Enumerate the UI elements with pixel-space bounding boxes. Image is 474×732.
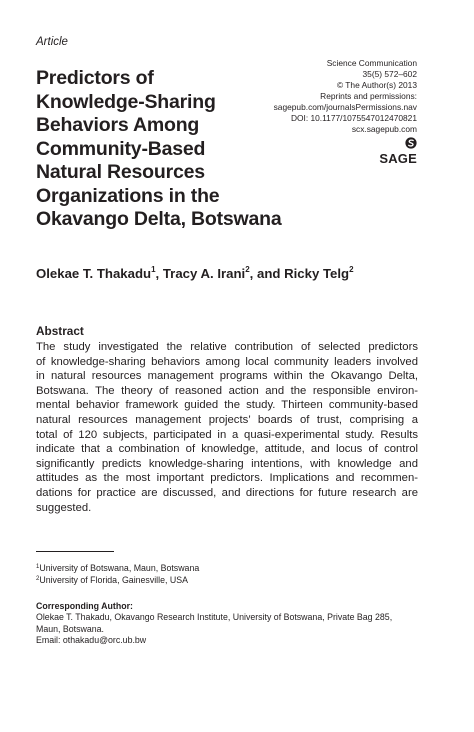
sage-logo-icon: [405, 137, 417, 149]
abstract-line: dations for practice are discussed, and directions for future research are: [36, 486, 418, 499]
corresponding-line: Maun, Botswana.: [36, 623, 104, 634]
affiliation-text: University of Botswana, Maun, Botswana: [39, 563, 200, 573]
abstract-text: [36, 340, 418, 515]
abstract-line: in natural resources management programs within the Okavango Delta,: [36, 370, 418, 383]
doi[interactable]: DOI: 10.1177/1075547012470821: [290, 113, 417, 123]
publisher-logo: [274, 137, 417, 166]
abstract-line: indicate that a combination of knowledge, attitude, and locus of control: [36, 443, 418, 456]
author-list: [36, 266, 354, 281]
author-separator: ,: [155, 266, 163, 281]
title-line: Behaviors Among: [36, 114, 200, 136]
abstract-line: of knowledge-sharing behaviors among local community leaders involved: [36, 355, 418, 368]
abstract-line: significantly predicts knowledge-sharing intentions, with knowledge and: [36, 457, 418, 470]
reprints-url[interactable]: sagepub.com/journalsPermissions.nav: [273, 102, 417, 112]
title-line: Natural Resources: [36, 161, 205, 183]
abstract-line: total of 120 subjects, participated in a quasi-experimental study. Results: [36, 428, 418, 441]
affiliation-marker: 2: [245, 265, 250, 274]
corresponding-author: [36, 601, 392, 646]
corresponding-line: Olekae T. Thakadu, Okavango Research Institute, University of Botswana, Private Bag 285,: [36, 612, 393, 623]
reprints-label: Reprints and permissions:: [320, 91, 417, 101]
abstract-line: suggested.: [36, 501, 92, 514]
title-line: Community-Based: [36, 137, 206, 160]
affiliation-number: 2: [36, 575, 40, 582]
affiliation-marker: 1: [151, 265, 156, 274]
abstract-line: attitudes as the most important predictors. Implications and recommen-: [36, 472, 418, 485]
affiliation-item: [36, 575, 199, 587]
corresponding-heading: Corresponding Author:: [36, 601, 133, 611]
author-separator: , and: [249, 266, 285, 281]
abstract-line: natural resources management projects’ boards of trust, comprising a: [36, 413, 418, 426]
author-name: Ricky Telg: [284, 266, 350, 281]
volume-pages: 35(5) 572–602: [362, 69, 417, 79]
corresponding-email[interactable]: Email: othakadu@orc.ub.bw: [36, 634, 147, 645]
title-line: Organizations in the: [36, 184, 220, 207]
affiliation-marker: 2: [349, 265, 354, 274]
copyright-notice: © The Author(s) 2013: [336, 80, 417, 90]
affiliation-number: 1: [36, 564, 40, 570]
publisher-name: SAGE: [379, 151, 417, 166]
article-type-label: Article: [36, 36, 68, 48]
journal-name: Science Communication: [326, 58, 417, 68]
abstract-heading: Abstract: [36, 324, 84, 338]
author-name: Tracy A. Irani: [162, 266, 246, 281]
affiliation-footnotes: [36, 563, 199, 587]
publication-info: [274, 58, 417, 166]
journal-site[interactable]: scx.sagepub.com: [351, 124, 417, 134]
author-name: Olekae T. Thakadu: [36, 266, 152, 281]
title-line: Knowledge-Sharing: [36, 90, 216, 113]
abstract-line: mental behavior framework guided the study. Thirteen community-based: [36, 399, 418, 412]
abstract-line: Botswana. The theory of reasoned action and the responsible environ-: [36, 384, 418, 397]
abstract-line: The study investigated the relative contribution of selected predictors: [36, 341, 418, 353]
footnote-divider: [36, 551, 114, 552]
title-line: Okavango Delta, Botswana: [36, 208, 282, 230]
affiliation-item: [36, 563, 199, 575]
title-line: Predictors of: [36, 67, 154, 89]
affiliation-text: University of Florida, Gainesville, USA: [39, 574, 188, 585]
